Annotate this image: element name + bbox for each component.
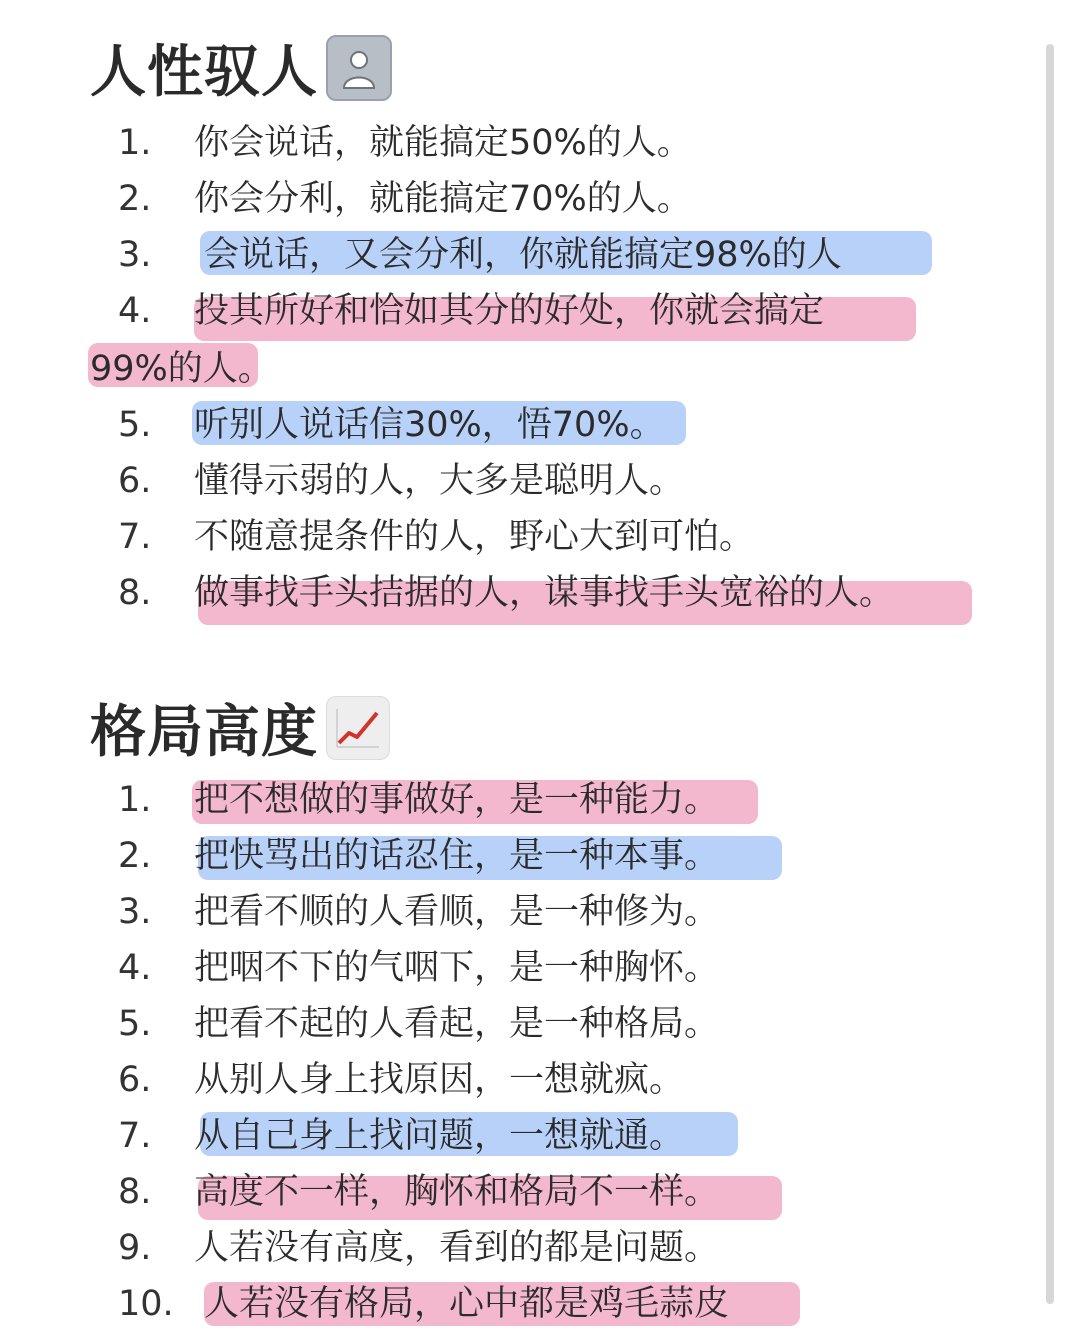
item-text: 投其所好和恰如其分的好处，你就会搞定 <box>194 291 825 331</box>
item-number: 1. <box>118 123 152 163</box>
item-number: 3. <box>118 892 152 932</box>
item-text: 把咽不下的气咽下，是一种胸怀。 <box>194 948 720 988</box>
chart-increasing-icon <box>326 696 390 760</box>
list-item <box>0 115 1080 171</box>
list-item <box>0 884 1080 940</box>
section-heading-geju <box>90 688 390 768</box>
section-title: 人性驭人 <box>90 40 318 105</box>
list-item <box>0 397 1080 453</box>
section-heading-renxing <box>90 28 392 108</box>
item-text: 高度不一样，胸怀和格局不一样。 <box>194 1172 720 1212</box>
list-item <box>0 772 1080 828</box>
item-text: 把不想做的事做好，是一种能力。 <box>194 780 720 820</box>
item-text: 不随意提条件的人，野心大到可怕。 <box>194 517 755 557</box>
item-text: 懂得示弱的人，大多是聪明人。 <box>194 461 685 501</box>
item-number: 6. <box>118 1060 152 1100</box>
list-item <box>0 1052 1080 1108</box>
list-item <box>0 453 1080 509</box>
item-number: 2. <box>118 836 152 876</box>
list-item <box>0 940 1080 996</box>
list-item <box>0 1108 1080 1164</box>
list-item <box>0 227 1080 283</box>
list-item <box>0 171 1080 227</box>
item-number: 6. <box>118 461 152 501</box>
item-number: 2. <box>118 179 152 219</box>
item-number: 1. <box>118 780 152 820</box>
item-number: 10. <box>118 1284 174 1324</box>
item-text: 人若没有高度，看到的都是问题。 <box>194 1228 720 1268</box>
item-number: 8. <box>118 573 152 613</box>
item-text: 你会说话，就能搞定50%的人。 <box>194 123 692 163</box>
item-text: 做事找手头拮据的人，谋事找手头宽裕的人。 <box>194 573 895 613</box>
list-item <box>0 1164 1080 1220</box>
item-number: 8. <box>118 1172 152 1212</box>
item-text: 把快骂出的话忍住，是一种本事。 <box>194 836 720 876</box>
list-item <box>0 509 1080 565</box>
list-item <box>0 1276 1080 1332</box>
item-text: 你会分利，就能搞定70%的人。 <box>194 179 692 219</box>
item-number: 9. <box>118 1228 152 1268</box>
list-item <box>0 565 1080 621</box>
list-item <box>0 828 1080 884</box>
list-item <box>0 996 1080 1052</box>
item-number: 3. <box>118 235 152 275</box>
item-text: 把看不顺的人看顺，是一种修为。 <box>194 892 720 932</box>
item-text: 99%的人。 <box>90 349 273 389</box>
item-text: 从自己身上找问题，一想就通。 <box>194 1116 685 1156</box>
item-text: 把看不起的人看起，是一种格局。 <box>194 1004 720 1044</box>
item-number: 5. <box>118 1004 152 1044</box>
person-in-frame-icon <box>326 35 392 101</box>
item-number: 7. <box>118 517 152 557</box>
item-text: 听别人说话信30%，悟70%。 <box>194 405 665 445</box>
vertical-scrollbar[interactable] <box>1046 44 1054 1304</box>
list-item <box>0 283 1080 339</box>
list-item <box>0 1220 1080 1276</box>
item-number: 4. <box>118 948 152 988</box>
item-text: 会说话，又会分利，你就能搞定98%的人 <box>204 235 842 275</box>
list-item-continuation <box>0 341 1080 397</box>
section-title: 格局高度 <box>90 700 318 765</box>
item-number: 5. <box>118 405 152 445</box>
item-number: 4. <box>118 291 152 331</box>
item-text: 人若没有格局，心中都是鸡毛蒜皮 <box>204 1284 730 1324</box>
item-number: 7. <box>118 1116 152 1156</box>
item-text: 从别人身上找原因，一想就疯。 <box>194 1060 685 1100</box>
